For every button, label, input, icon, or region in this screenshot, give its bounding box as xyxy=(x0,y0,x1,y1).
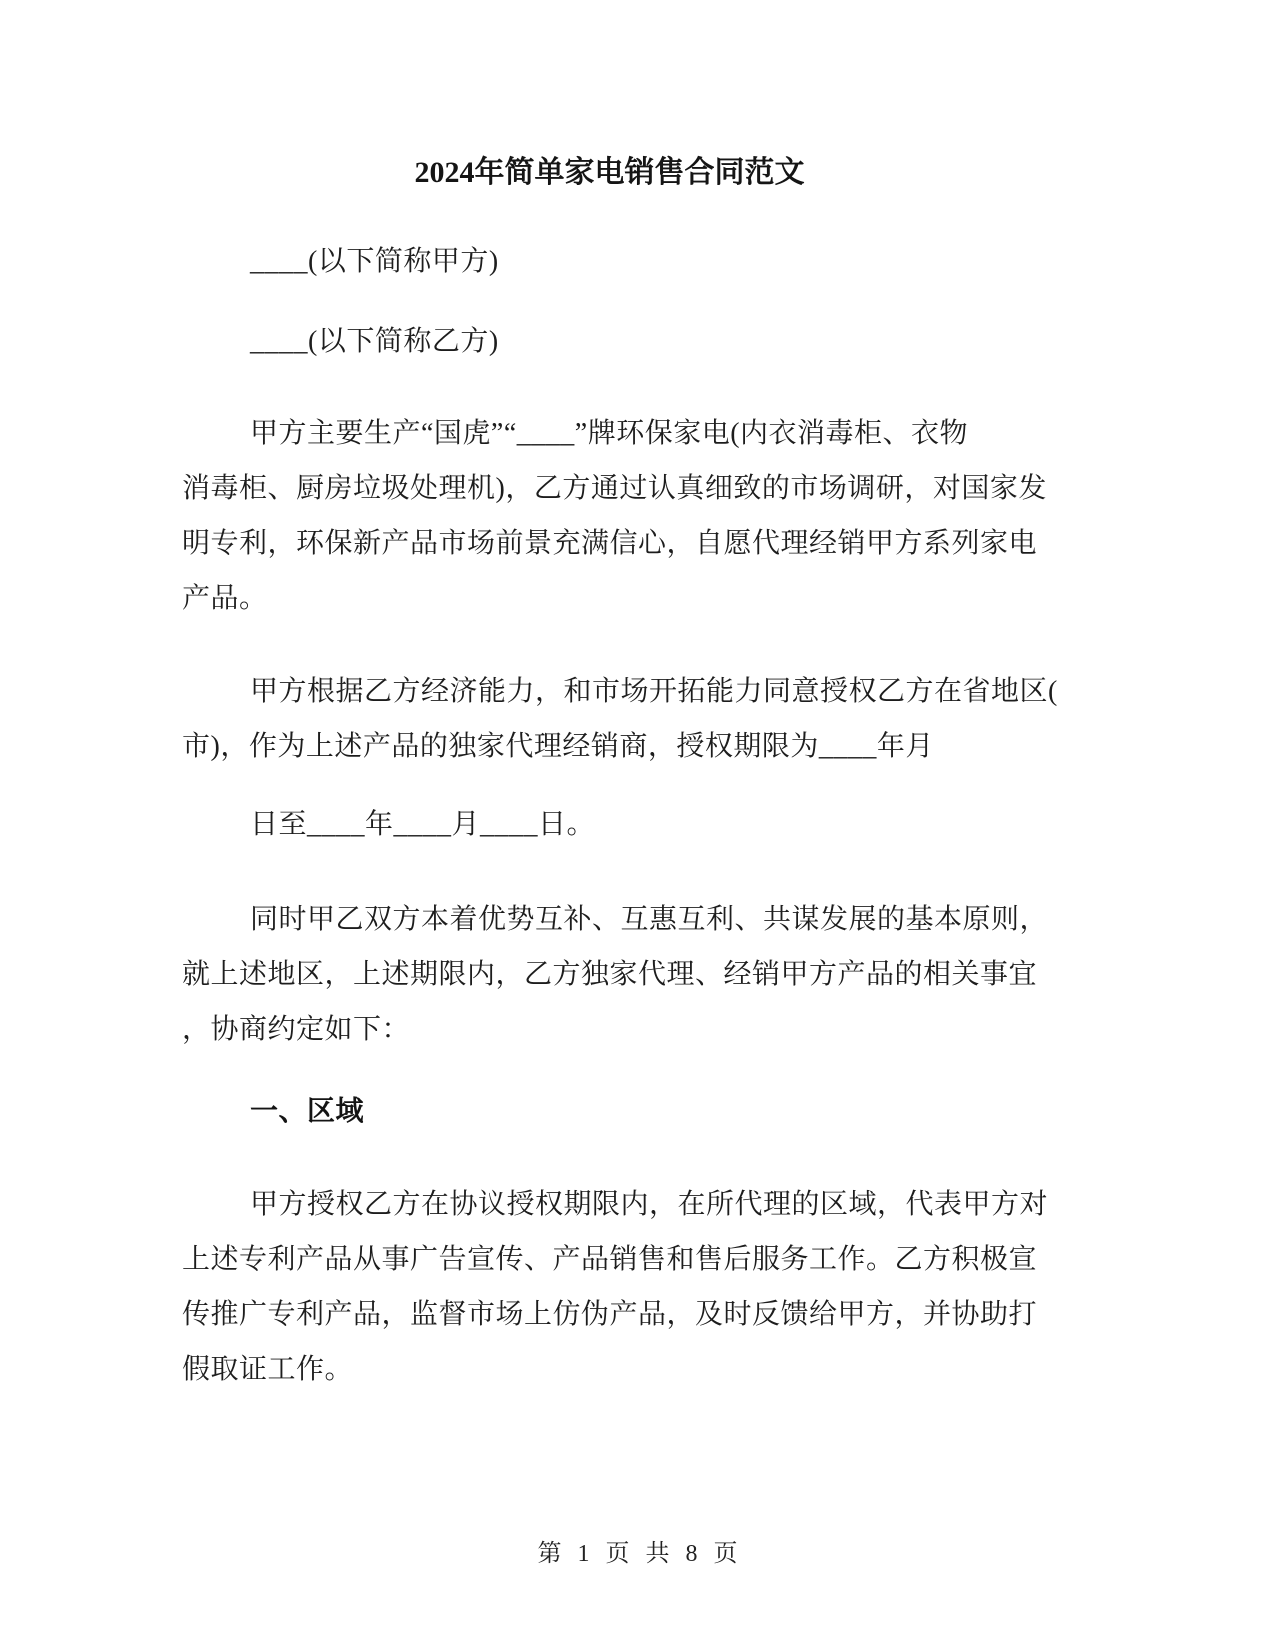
paragraph-authorization xyxy=(182,664,1058,774)
paragraph-line: 上述专利产品从事广告宣传、产品销售和售后服务工作。乙方积极宣 xyxy=(182,1244,1038,1275)
paragraph-line: 就上述地区，上述期限内，乙方独家代理、经销甲方产品的相关事宜 xyxy=(182,959,1038,990)
paragraph-party-a xyxy=(182,234,1037,289)
paragraph-line: 同时甲乙双方本着优势互补、互惠互利、共谋发展的基本原则， xyxy=(250,904,1049,935)
paragraph-line: 市)，作为上述产品的独家代理经销商，授权期限为____年月 xyxy=(182,731,934,762)
paragraph-line: 产品。 xyxy=(182,583,268,614)
paragraph-line: 假取证工作。 xyxy=(182,1354,354,1385)
section-heading-text: 一、区域 xyxy=(250,1096,365,1127)
paragraph-line: 日至____年____月____日。 xyxy=(250,809,596,840)
paragraph-party-b xyxy=(182,314,1037,369)
document-title: 2024年简单家电销售合同范文 xyxy=(414,156,805,189)
paragraph-products-intro xyxy=(182,406,1047,626)
paragraph-line: ____(以下简称甲方) xyxy=(250,246,499,277)
page-number-footer: 第 1 页 共 8 页 xyxy=(537,1541,738,1567)
paragraph-line: 明专利，环保新产品市场前景充满信心，自愿代理经销甲方系列家电 xyxy=(182,528,1038,559)
paragraph-line: 传推广专利产品，监督市场上仿伪产品，及时反馈给甲方，并协助打 xyxy=(182,1299,1038,1330)
paragraph-line: ____(以下简称乙方) xyxy=(250,326,499,357)
section-heading-region xyxy=(182,1084,1037,1139)
document-content xyxy=(182,145,1058,1397)
paragraph-line: 消毒柜、厨房垃圾处理机)，乙方通过认真细致的市场调研，对国家发 xyxy=(182,473,1047,504)
paragraph-line: 甲方主要生产“国虎”“____”牌环保家电(内衣消毒柜、衣物 xyxy=(250,418,969,449)
paragraph-region-detail xyxy=(182,1177,1049,1397)
paragraph-line: 甲方根据乙方经济能力，和市场开拓能力同意授权乙方在省地区( xyxy=(250,676,1058,707)
paragraph-term-dates xyxy=(182,797,1037,852)
paragraph-line: ，协商约定如下： xyxy=(182,1014,411,1045)
paragraph-line: 甲方授权乙方在协议授权期限内，在所代理的区域，代表甲方对 xyxy=(250,1189,1049,1220)
paragraph-principles xyxy=(182,892,1049,1057)
